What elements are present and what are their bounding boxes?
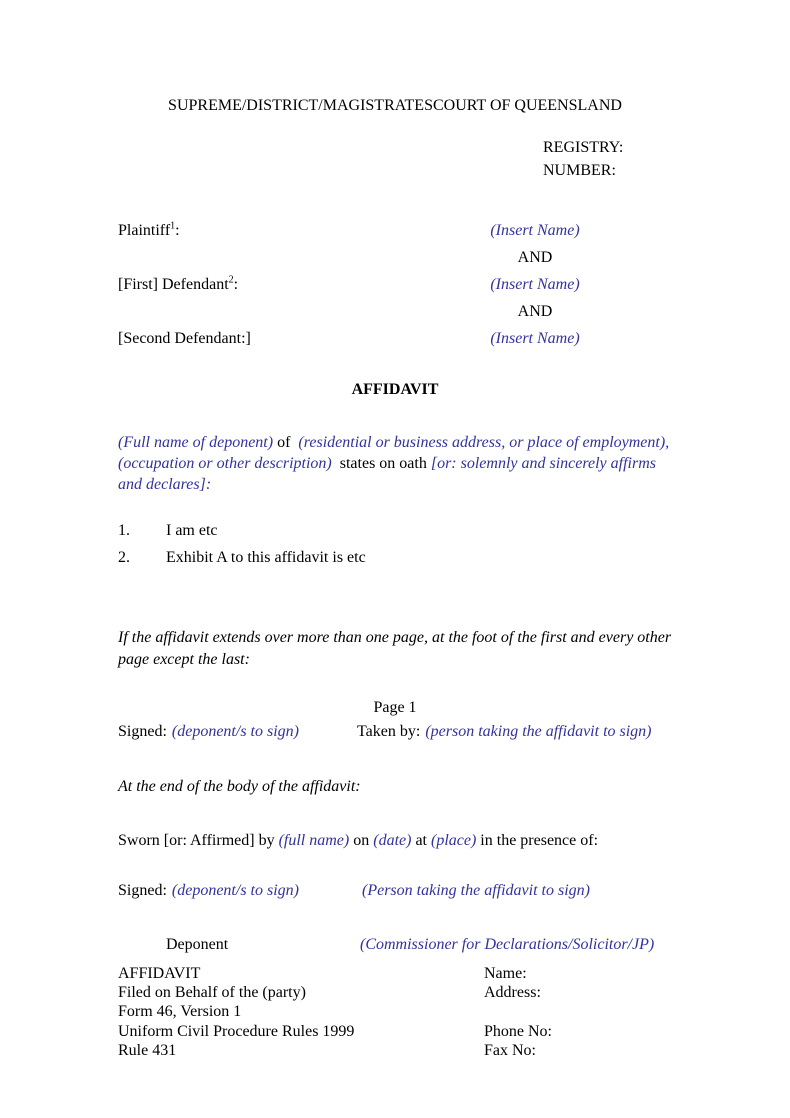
footer-rules: Uniform Civil Procedure Rules 1999: [118, 1022, 355, 1040]
first-defendant-label: [118, 276, 238, 294]
plaintiff-name-placeholder: (Insert Name): [490, 222, 580, 239]
footer-phone-label: Phone No:: [484, 1022, 552, 1040]
deponent-sign-placeholder-2: (deponent/s to sign): [171, 882, 299, 899]
footer-rule-number: Rule 431: [118, 1041, 177, 1059]
statement-2-text: Exhibit A to this affidavit is etc: [166, 549, 366, 566]
oath-states-text: states on oath: [331, 455, 431, 472]
registry-block: [543, 136, 623, 182]
form-footer-right: [484, 964, 552, 1060]
plaintiff-label-text: Plaintiff: [118, 222, 171, 239]
commissioner-placeholder: (Commissioner for Declarations/Solicitor/JP): [360, 936, 655, 953]
signed-label-2: Signed:: [118, 882, 167, 899]
oath-of-text: of: [273, 434, 299, 451]
plaintiff-label-colon: :: [175, 222, 180, 239]
footer-name-label: Name:: [484, 965, 527, 982]
second-defendant-name-placeholder: (Insert Name): [490, 330, 580, 347]
end-of-body-instruction-note: At the end of the body of the affidavit:: [118, 778, 361, 795]
signed-row-1-left: [118, 723, 299, 741]
oath-paragraph: [118, 432, 680, 495]
statement-1-number: 1.: [118, 522, 130, 539]
footer-address-label: Address:: [484, 984, 541, 1002]
place-placeholder: (place): [430, 832, 477, 849]
first-defendant-label-text: [First] Defendant: [118, 276, 229, 293]
signed-row-1-right: [357, 723, 652, 741]
sworn-on-text: on: [349, 832, 374, 849]
sworn-text: Sworn [or: Affirmed] by: [118, 832, 279, 849]
signed-label-1: Signed:: [118, 723, 167, 740]
deponent-sign-placeholder-1: (deponent/s to sign): [171, 723, 299, 740]
footer-document-type: AFFIDAVIT: [118, 965, 201, 982]
court-title: SUPREME/DISTRICT/MAGISTRATESCOURT OF QUEENSLAND: [168, 97, 622, 114]
affirmation-placeholder: [or: solemnly and sincerely affirms and declares]:: [118, 455, 660, 493]
deponent-label: Deponent: [166, 936, 229, 953]
footer-spacer: [484, 1002, 552, 1021]
sworn-presence-text: in the presence of:: [476, 832, 599, 849]
deponent-name-placeholder: (Full name of deponent): [118, 434, 274, 451]
first-defendant-label-colon: :: [233, 276, 239, 293]
page-number-label: Page 1: [373, 699, 417, 716]
statement-1-text: I am etc: [166, 522, 218, 539]
affidavit-heading: AFFIDAVIT: [351, 381, 439, 398]
taker-sign-placeholder-2: (Person taking the affidavit to sign): [362, 882, 590, 899]
first-defendant-name-placeholder: (Insert Name): [490, 276, 580, 293]
form-footer-left: [118, 964, 354, 1060]
taker-sign-placeholder-1: (person taking the affidavit to sign): [425, 723, 652, 740]
taken-by-label: Taken by:: [357, 723, 421, 740]
sworn-at-text: at: [411, 832, 431, 849]
sworn-line: [118, 832, 680, 850]
footer-form-version: Form 46, Version 1: [118, 1003, 242, 1021]
second-defendant-label: [Second Defendant:]: [118, 330, 251, 347]
plaintiff-footnote-ref: 1: [170, 220, 176, 232]
and-separator-1: AND: [517, 249, 553, 266]
full-name-placeholder: (full name): [278, 832, 350, 849]
statement-2-number: 2.: [118, 549, 130, 566]
registry-label: REGISTRY:: [543, 139, 624, 156]
address-occupation-placeholder: (residential or business address, or place of employment), (occupation or other description): [118, 434, 674, 472]
multi-page-instruction-note: If the affidavit extends over more than one page, at the foot of the first and every other page except the last:: [118, 629, 672, 668]
first-defendant-footnote-ref: 2: [228, 274, 234, 286]
footer-fax-label: Fax No:: [484, 1041, 536, 1059]
plaintiff-label: [118, 222, 180, 240]
number-label: NUMBER:: [543, 162, 616, 179]
date-placeholder: (date): [373, 832, 412, 849]
and-separator-2: AND: [517, 303, 553, 320]
signed-row-2-left: [118, 882, 299, 900]
footer-filed-on-behalf: Filed on Behalf of the (party): [118, 984, 306, 1002]
